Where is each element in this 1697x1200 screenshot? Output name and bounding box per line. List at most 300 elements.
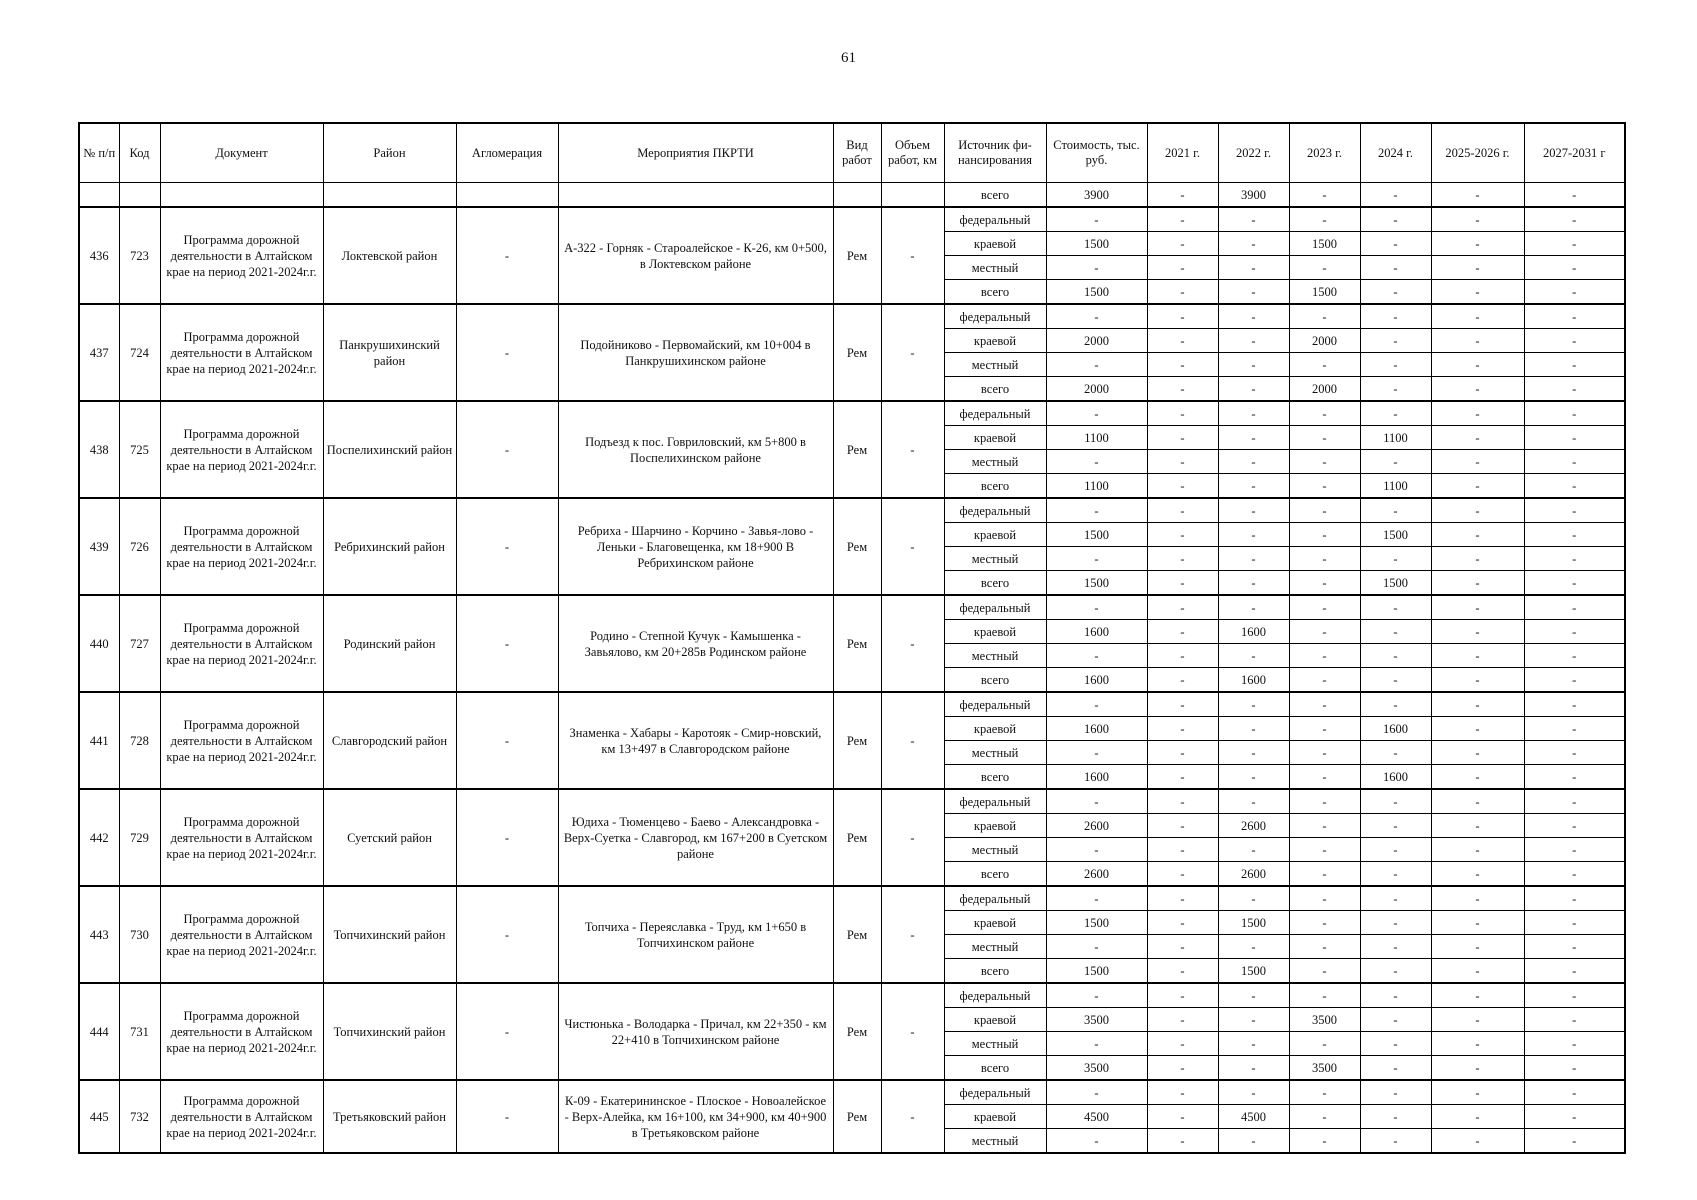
row-year-value: - xyxy=(1524,838,1625,862)
row-agglomeration: - xyxy=(456,1080,558,1153)
row-year-value: - xyxy=(1289,983,1360,1008)
header-code: Код xyxy=(119,123,160,183)
row-year-value: 1600 xyxy=(1360,765,1431,790)
row-year-value: - xyxy=(1524,1032,1625,1056)
row-year-value: - xyxy=(1147,862,1218,887)
row-year-value: - xyxy=(1524,935,1625,959)
row-year-value: 1500 xyxy=(1360,571,1431,596)
header-event: Мероприятия ПКРТИ xyxy=(558,123,833,183)
row-year-value: - xyxy=(1431,547,1524,571)
row-year-value: - xyxy=(1360,1008,1431,1032)
row-year-value: - xyxy=(1218,426,1289,450)
row-cost: - xyxy=(1046,401,1147,426)
row-year-value: - xyxy=(1431,450,1524,474)
carry-empty-cell xyxy=(881,183,944,208)
row-cost: 1600 xyxy=(1046,717,1147,741)
row-document: Программа дорожной деятельности в Алтайском крае на период 2021-2024г.г. xyxy=(160,886,323,983)
row-year-value: - xyxy=(1431,1008,1524,1032)
row-source: местный xyxy=(944,741,1046,765)
row-work-type: Рем xyxy=(833,886,881,983)
row-cost: - xyxy=(1046,886,1147,911)
row-year-value: - xyxy=(1289,1080,1360,1105)
header-document: Документ xyxy=(160,123,323,183)
row-document: Программа дорожной деятельности в Алтайском крае на период 2021-2024г.г. xyxy=(160,692,323,789)
row-source: краевой xyxy=(944,426,1046,450)
row-source: федеральный xyxy=(944,789,1046,814)
row-year-value: - xyxy=(1431,280,1524,305)
row-year-value: - xyxy=(1360,886,1431,911)
row-year-value: - xyxy=(1431,377,1524,402)
row-event: Родино - Степной Кучук - Камышенка - Завьялово, км 20+285в Родинском районе xyxy=(558,595,833,692)
row-source: федеральный xyxy=(944,886,1046,911)
row-district: Локтевской район xyxy=(323,207,456,304)
row-year-value: - xyxy=(1431,571,1524,596)
row-year-value: - xyxy=(1289,547,1360,571)
row-year-value: - xyxy=(1524,474,1625,499)
row-year-value: 2600 xyxy=(1218,814,1289,838)
row-year-value: - xyxy=(1524,280,1625,305)
row-cost: - xyxy=(1046,207,1147,232)
row-year-value: - xyxy=(1524,1008,1625,1032)
row-year-value: - xyxy=(1431,207,1524,232)
row-year-value: 3500 xyxy=(1289,1056,1360,1081)
row-year-value: - xyxy=(1524,1080,1625,1105)
row-source: краевой xyxy=(944,911,1046,935)
row-year-value: - xyxy=(1524,377,1625,402)
row-year-value: - xyxy=(1360,959,1431,984)
row-year-value: - xyxy=(1360,304,1431,329)
row-year-value: - xyxy=(1360,668,1431,693)
row-year-value: - xyxy=(1289,741,1360,765)
row-year-value: - xyxy=(1524,329,1625,353)
row-number: 436 xyxy=(79,207,119,304)
row-year-value: - xyxy=(1524,595,1625,620)
row-cost: - xyxy=(1046,256,1147,280)
row-cost: 1500 xyxy=(1046,232,1147,256)
carry-empty-cell xyxy=(558,183,833,208)
row-source: всего xyxy=(944,377,1046,402)
row-cost: 2000 xyxy=(1046,377,1147,402)
row-year-value: - xyxy=(1218,983,1289,1008)
row-source: краевой xyxy=(944,232,1046,256)
row-year-value: - xyxy=(1147,1032,1218,1056)
row-year-value: - xyxy=(1218,353,1289,377)
row-year-value: - xyxy=(1360,1032,1431,1056)
row-cost: 3500 xyxy=(1046,1008,1147,1032)
row-year-value: - xyxy=(1289,935,1360,959)
row-year-value: - xyxy=(1524,814,1625,838)
row-year-value: - xyxy=(1524,232,1625,256)
row-year-value: - xyxy=(1431,765,1524,790)
row-year-value: - xyxy=(1360,401,1431,426)
row-year-value: - xyxy=(1431,741,1524,765)
row-year-value: - xyxy=(1147,353,1218,377)
row-source: федеральный xyxy=(944,304,1046,329)
row-source: всего xyxy=(944,668,1046,693)
row-code: 727 xyxy=(119,595,160,692)
row-year-value: - xyxy=(1218,207,1289,232)
carry-empty-cell xyxy=(79,183,119,208)
row-year-value: - xyxy=(1218,523,1289,547)
program-table xyxy=(78,122,1626,1154)
row-year-value: - xyxy=(1360,232,1431,256)
row-year-value: - xyxy=(1289,620,1360,644)
row-year-value: - xyxy=(1524,765,1625,790)
table-row xyxy=(79,207,1625,232)
row-year-value: - xyxy=(1431,935,1524,959)
row-volume: - xyxy=(881,304,944,401)
row-event: К-09 - Екатерининское - Плоское - Новоалейское - Верх-Алейка, км 16+100, км 34+900, км 40+900 в Третьяковском районе xyxy=(558,1080,833,1153)
row-cost: 2000 xyxy=(1046,329,1147,353)
row-year-value: - xyxy=(1431,1032,1524,1056)
row-year-value: - xyxy=(1431,1080,1524,1105)
row-event: Подъезд к пос. Говриловский, км 5+800 в Поспелихинском районе xyxy=(558,401,833,498)
row-year-value: - xyxy=(1360,450,1431,474)
row-cost: - xyxy=(1046,983,1147,1008)
row-year-value: - xyxy=(1524,717,1625,741)
row-year-value: - xyxy=(1289,644,1360,668)
row-year-value: - xyxy=(1147,935,1218,959)
row-cost: - xyxy=(1046,692,1147,717)
row-cost: 2600 xyxy=(1046,862,1147,887)
row-district: Поспелихинский район xyxy=(323,401,456,498)
row-source: местный xyxy=(944,450,1046,474)
row-year-value: - xyxy=(1431,886,1524,911)
row-agglomeration: - xyxy=(456,983,558,1080)
carry-source-cell: всего xyxy=(944,183,1046,208)
row-source: краевой xyxy=(944,1008,1046,1032)
row-source: всего xyxy=(944,959,1046,984)
row-year-value: - xyxy=(1360,256,1431,280)
row-year-value: - xyxy=(1289,595,1360,620)
row-year-value: - xyxy=(1524,256,1625,280)
row-number: 439 xyxy=(79,498,119,595)
row-district: Родинский район xyxy=(323,595,456,692)
row-volume: - xyxy=(881,1080,944,1153)
row-year-value: - xyxy=(1218,547,1289,571)
row-year-value: - xyxy=(1218,789,1289,814)
row-work-type: Рем xyxy=(833,401,881,498)
row-year-value: - xyxy=(1218,1129,1289,1154)
row-year-value: - xyxy=(1147,377,1218,402)
row-year-value: - xyxy=(1289,692,1360,717)
row-source: федеральный xyxy=(944,1080,1046,1105)
row-cost: - xyxy=(1046,353,1147,377)
row-cost: 4500 xyxy=(1046,1105,1147,1129)
row-agglomeration: - xyxy=(456,207,558,304)
row-year-value: - xyxy=(1524,571,1625,596)
row-year-value: - xyxy=(1524,1105,1625,1129)
row-cost: - xyxy=(1046,838,1147,862)
carry-over-row xyxy=(79,183,1625,208)
row-source: краевой xyxy=(944,717,1046,741)
row-source: местный xyxy=(944,1032,1046,1056)
row-year-value: - xyxy=(1431,668,1524,693)
row-year-value: 1600 xyxy=(1360,717,1431,741)
row-year-value: - xyxy=(1289,207,1360,232)
row-year-value: - xyxy=(1289,668,1360,693)
table-row xyxy=(79,595,1625,620)
row-year-value: - xyxy=(1218,935,1289,959)
row-cost: 1500 xyxy=(1046,280,1147,305)
row-year-value: - xyxy=(1289,862,1360,887)
row-cost: - xyxy=(1046,304,1147,329)
row-event: Ребриха - Шарчино - Корчино - Завья-лово - Леньки - Благовещенка, км 18+900 В Ребрихинском районе xyxy=(558,498,833,595)
row-event: Подойниково - Первомайский, км 10+004 в Панкрушихинском районе xyxy=(558,304,833,401)
row-year-value: - xyxy=(1218,450,1289,474)
row-document: Программа дорожной деятельности в Алтайском крае на период 2021-2024г.г. xyxy=(160,207,323,304)
row-volume: - xyxy=(881,983,944,1080)
row-year-value: - xyxy=(1147,304,1218,329)
row-year-value: - xyxy=(1147,959,1218,984)
row-cost: - xyxy=(1046,1032,1147,1056)
row-year-value: - xyxy=(1147,644,1218,668)
row-cost: 1600 xyxy=(1046,668,1147,693)
row-document: Программа дорожной деятельности в Алтайском крае на период 2021-2024г.г. xyxy=(160,498,323,595)
row-year-value: - xyxy=(1524,886,1625,911)
row-document: Программа дорожной деятельности в Алтайском крае на период 2021-2024г.г. xyxy=(160,401,323,498)
carry-year-cell: - xyxy=(1524,183,1625,208)
row-agglomeration: - xyxy=(456,789,558,886)
row-year-value: - xyxy=(1360,498,1431,523)
row-year-value: - xyxy=(1431,256,1524,280)
row-year-value: - xyxy=(1524,426,1625,450)
row-year-value: 1600 xyxy=(1218,620,1289,644)
row-cost: - xyxy=(1046,547,1147,571)
row-year-value: - xyxy=(1431,523,1524,547)
row-year-value: - xyxy=(1218,474,1289,499)
row-year-value: - xyxy=(1431,959,1524,984)
row-year-value: - xyxy=(1360,280,1431,305)
row-code: 725 xyxy=(119,401,160,498)
carry-cost-cell: 3900 xyxy=(1046,183,1147,208)
row-cost: - xyxy=(1046,644,1147,668)
row-year-value: - xyxy=(1147,668,1218,693)
row-district: Славгородский район xyxy=(323,692,456,789)
row-year-value: - xyxy=(1218,838,1289,862)
carry-year-cell: - xyxy=(1431,183,1524,208)
row-year-value: - xyxy=(1218,329,1289,353)
row-source: федеральный xyxy=(944,401,1046,426)
row-year-value: - xyxy=(1524,523,1625,547)
row-document: Программа дорожной деятельности в Алтайском крае на период 2021-2024г.г. xyxy=(160,304,323,401)
row-number: 443 xyxy=(79,886,119,983)
row-year-value: - xyxy=(1218,498,1289,523)
row-year-value: - xyxy=(1147,1008,1218,1032)
row-year-value: - xyxy=(1431,595,1524,620)
table-row xyxy=(79,1080,1625,1105)
row-year-value: - xyxy=(1218,1008,1289,1032)
row-year-value: - xyxy=(1360,789,1431,814)
row-cost: 1100 xyxy=(1046,474,1147,499)
row-year-value: - xyxy=(1147,571,1218,596)
row-year-value: - xyxy=(1524,620,1625,644)
row-year-value: - xyxy=(1431,353,1524,377)
row-agglomeration: - xyxy=(456,886,558,983)
row-work-type: Рем xyxy=(833,207,881,304)
row-year-value: - xyxy=(1289,426,1360,450)
row-year-value: - xyxy=(1360,377,1431,402)
row-year-value: - xyxy=(1524,668,1625,693)
row-event: Юдиха - Тюменцево - Баево - Александровка - Верх-Суетка - Славгород, км 167+200 в Суетском районе xyxy=(558,789,833,886)
table-row xyxy=(79,789,1625,814)
row-year-value: - xyxy=(1431,983,1524,1008)
row-year-value: - xyxy=(1218,741,1289,765)
row-year-value: - xyxy=(1147,256,1218,280)
row-work-type: Рем xyxy=(833,789,881,886)
row-volume: - xyxy=(881,692,944,789)
row-volume: - xyxy=(881,498,944,595)
row-year-value: - xyxy=(1147,838,1218,862)
row-year-value: - xyxy=(1524,789,1625,814)
row-year-value: - xyxy=(1360,814,1431,838)
carry-empty-cell xyxy=(160,183,323,208)
row-agglomeration: - xyxy=(456,595,558,692)
carry-empty-cell xyxy=(456,183,558,208)
row-year-value: - xyxy=(1147,401,1218,426)
row-source: местный xyxy=(944,838,1046,862)
row-year-value: 2600 xyxy=(1218,862,1289,887)
row-year-value: - xyxy=(1360,595,1431,620)
row-year-value: - xyxy=(1147,1129,1218,1154)
row-source: всего xyxy=(944,862,1046,887)
row-year-value: - xyxy=(1218,1080,1289,1105)
row-source: всего xyxy=(944,571,1046,596)
table-row xyxy=(79,498,1625,523)
carry-year-cell: - xyxy=(1360,183,1431,208)
row-year-value: - xyxy=(1524,741,1625,765)
row-year-value: - xyxy=(1360,1056,1431,1081)
row-source: всего xyxy=(944,1056,1046,1081)
row-year-value: - xyxy=(1147,620,1218,644)
row-agglomeration: - xyxy=(456,692,558,789)
row-source: федеральный xyxy=(944,692,1046,717)
row-year-value: - xyxy=(1289,814,1360,838)
row-year-value: - xyxy=(1431,644,1524,668)
row-year-value: - xyxy=(1147,814,1218,838)
row-year-value: - xyxy=(1431,789,1524,814)
row-year-value: - xyxy=(1360,353,1431,377)
row-work-type: Рем xyxy=(833,595,881,692)
row-district: Топчихинский район xyxy=(323,983,456,1080)
row-year-value: - xyxy=(1431,498,1524,523)
row-year-value: - xyxy=(1360,644,1431,668)
row-year-value: - xyxy=(1147,886,1218,911)
row-year-value: - xyxy=(1360,741,1431,765)
row-work-type: Рем xyxy=(833,983,881,1080)
header-cost: Стоимость, тыс. руб. xyxy=(1046,123,1147,183)
table-row xyxy=(79,304,1625,329)
row-code: 732 xyxy=(119,1080,160,1153)
row-document: Программа дорожной деятельности в Алтайском крае на период 2021-2024г.г. xyxy=(160,595,323,692)
row-number: 440 xyxy=(79,595,119,692)
row-source: федеральный xyxy=(944,983,1046,1008)
row-year-value: - xyxy=(1289,838,1360,862)
carry-empty-cell xyxy=(833,183,881,208)
row-year-value: - xyxy=(1524,862,1625,887)
row-source: краевой xyxy=(944,620,1046,644)
row-source: всего xyxy=(944,765,1046,790)
row-year-value: - xyxy=(1289,571,1360,596)
row-number: 445 xyxy=(79,1080,119,1153)
row-code: 723 xyxy=(119,207,160,304)
row-year-value: - xyxy=(1431,426,1524,450)
row-district: Топчихинский район xyxy=(323,886,456,983)
row-document: Программа дорожной деятельности в Алтайском крае на период 2021-2024г.г. xyxy=(160,983,323,1080)
row-year-value: - xyxy=(1360,1105,1431,1129)
row-year-value: - xyxy=(1147,280,1218,305)
row-year-value: - xyxy=(1524,1056,1625,1081)
row-year-value: 1500 xyxy=(1360,523,1431,547)
row-source: краевой xyxy=(944,329,1046,353)
row-code: 731 xyxy=(119,983,160,1080)
carry-empty-cell xyxy=(119,183,160,208)
row-number: 438 xyxy=(79,401,119,498)
row-cost: - xyxy=(1046,741,1147,765)
row-year-value: 1500 xyxy=(1289,232,1360,256)
row-year-value: - xyxy=(1431,717,1524,741)
header-2022: 2022 г. xyxy=(1218,123,1289,183)
row-year-value: - xyxy=(1524,1129,1625,1154)
row-source: краевой xyxy=(944,1105,1046,1129)
row-year-value: - xyxy=(1218,765,1289,790)
row-number: 441 xyxy=(79,692,119,789)
row-event: А-322 - Горняк - Староалейское - К-26, км 0+500, в Локтевском районе xyxy=(558,207,833,304)
header-2023: 2023 г. xyxy=(1289,123,1360,183)
header-2025-2026: 2025-2026 г. xyxy=(1431,123,1524,183)
row-cost: - xyxy=(1046,595,1147,620)
row-year-value: 1500 xyxy=(1218,911,1289,935)
row-year-value: - xyxy=(1360,1080,1431,1105)
row-number: 442 xyxy=(79,789,119,886)
row-year-value: - xyxy=(1431,911,1524,935)
row-cost: - xyxy=(1046,935,1147,959)
table-row xyxy=(79,401,1625,426)
row-year-value: - xyxy=(1147,1056,1218,1081)
row-source: местный xyxy=(944,256,1046,280)
row-year-value: - xyxy=(1147,717,1218,741)
row-cost: 3500 xyxy=(1046,1056,1147,1081)
row-year-value: - xyxy=(1289,717,1360,741)
row-cost: - xyxy=(1046,498,1147,523)
row-document: Программа дорожной деятельности в Алтайском крае на период 2021-2024г.г. xyxy=(160,789,323,886)
row-year-value: - xyxy=(1218,1056,1289,1081)
row-year-value: - xyxy=(1147,450,1218,474)
row-year-value: - xyxy=(1289,1105,1360,1129)
row-year-value: - xyxy=(1218,304,1289,329)
table-row xyxy=(79,692,1625,717)
carry-empty-cell xyxy=(323,183,456,208)
row-volume: - xyxy=(881,789,944,886)
row-district: Панкрушихинский район xyxy=(323,304,456,401)
row-year-value: - xyxy=(1147,1105,1218,1129)
row-year-value: - xyxy=(1289,474,1360,499)
row-year-value: - xyxy=(1360,1129,1431,1154)
row-year-value: - xyxy=(1147,1080,1218,1105)
row-number: 437 xyxy=(79,304,119,401)
row-work-type: Рем xyxy=(833,1080,881,1153)
row-year-value: - xyxy=(1524,644,1625,668)
row-year-value: 2000 xyxy=(1289,377,1360,402)
row-year-value: - xyxy=(1431,814,1524,838)
row-year-value: - xyxy=(1147,789,1218,814)
row-year-value: - xyxy=(1147,523,1218,547)
header-volume: Объем работ, км xyxy=(881,123,944,183)
carry-year-cell: - xyxy=(1147,183,1218,208)
row-year-value: - xyxy=(1289,959,1360,984)
row-year-value: - xyxy=(1524,207,1625,232)
row-year-value: - xyxy=(1147,498,1218,523)
